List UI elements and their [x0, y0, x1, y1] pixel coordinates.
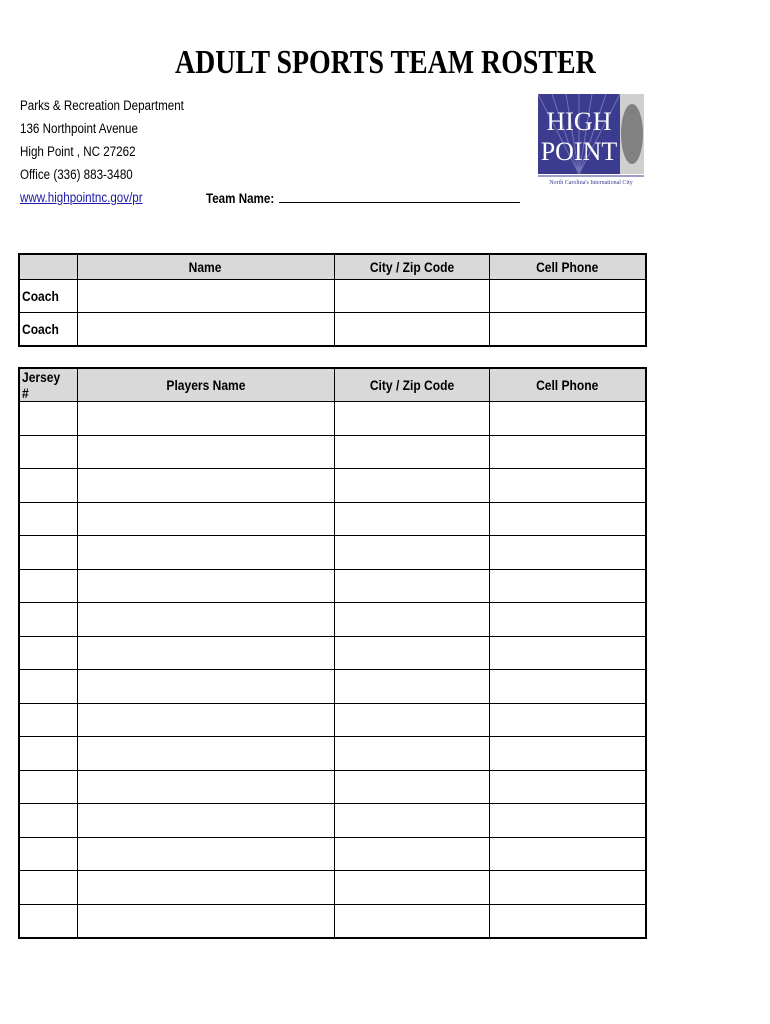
player-row	[19, 469, 646, 503]
player-header-jersey: Jersey #	[19, 368, 77, 402]
player-name-cell[interactable]	[77, 703, 334, 737]
coach-label: Coach	[19, 313, 77, 347]
player-row	[19, 904, 646, 938]
jersey-number-cell[interactable]	[19, 904, 77, 938]
website-link[interactable]: www.highpointnc.gov/pr	[20, 190, 143, 205]
player-cell-phone-cell[interactable]	[489, 871, 646, 905]
player-row	[19, 837, 646, 871]
coach-name-cell[interactable]	[77, 280, 334, 313]
player-name-cell[interactable]	[77, 904, 334, 938]
player-row	[19, 435, 646, 469]
player-row	[19, 703, 646, 737]
player-row	[19, 670, 646, 704]
player-city-zip-cell[interactable]	[334, 569, 489, 603]
jersey-number-cell[interactable]	[19, 670, 77, 704]
coach-table-header	[19, 254, 646, 280]
player-cell-phone-cell[interactable]	[489, 402, 646, 436]
player-city-zip-cell[interactable]	[334, 904, 489, 938]
player-city-zip-cell[interactable]	[334, 402, 489, 436]
jersey-number-cell[interactable]	[19, 435, 77, 469]
logo-word-2: POINT	[540, 137, 618, 166]
jersey-number-cell[interactable]	[19, 837, 77, 871]
jersey-number-cell[interactable]	[19, 770, 77, 804]
player-header-cell-phone: Cell Phone	[489, 368, 646, 402]
player-city-zip-cell[interactable]	[334, 770, 489, 804]
player-table	[18, 367, 647, 939]
jersey-number-cell[interactable]	[19, 402, 77, 436]
player-table-header	[19, 368, 646, 402]
player-cell-phone-cell[interactable]	[489, 469, 646, 503]
player-cell-phone-cell[interactable]	[489, 536, 646, 570]
player-city-zip-cell[interactable]	[334, 603, 489, 637]
coach-city-zip-cell[interactable]	[334, 313, 489, 347]
player-name-cell[interactable]	[77, 636, 334, 670]
player-name-cell[interactable]	[77, 871, 334, 905]
jersey-number-cell[interactable]	[19, 871, 77, 905]
player-name-cell[interactable]	[77, 603, 334, 637]
jersey-number-cell[interactable]	[19, 469, 77, 503]
player-name-cell[interactable]	[77, 435, 334, 469]
player-cell-phone-cell[interactable]	[489, 904, 646, 938]
player-cell-phone-cell[interactable]	[489, 703, 646, 737]
logo-tagline: North Carolina's International City	[549, 180, 633, 186]
player-name-cell[interactable]	[77, 469, 334, 503]
player-name-cell[interactable]	[77, 804, 334, 838]
coach-row	[19, 313, 646, 347]
address-line-department: Parks & Recreation Department	[20, 98, 184, 113]
address-line-street: 136 Northpoint Avenue	[20, 121, 138, 136]
coach-header-city-zip: City / Zip Code	[334, 254, 489, 280]
jersey-number-cell[interactable]	[19, 804, 77, 838]
player-city-zip-cell[interactable]	[334, 804, 489, 838]
department-address	[20, 94, 184, 209]
player-cell-phone-cell[interactable]	[489, 804, 646, 838]
player-city-zip-cell[interactable]	[334, 435, 489, 469]
player-row	[19, 603, 646, 637]
player-header-city-zip: City / Zip Code	[334, 368, 489, 402]
player-row	[19, 804, 646, 838]
player-city-zip-cell[interactable]	[334, 670, 489, 704]
player-row	[19, 871, 646, 905]
player-cell-phone-cell[interactable]	[489, 603, 646, 637]
player-city-zip-cell[interactable]	[334, 871, 489, 905]
player-cell-phone-cell[interactable]	[489, 770, 646, 804]
high-point-logo	[538, 94, 644, 186]
player-header-name: Players Name	[77, 368, 334, 402]
player-cell-phone-cell[interactable]	[489, 569, 646, 603]
jersey-number-cell[interactable]	[19, 703, 77, 737]
address-line-city: High Point , NC 27262	[20, 144, 136, 159]
team-name-line[interactable]	[279, 189, 520, 203]
logo-word-1: HIGH	[546, 107, 612, 136]
player-row	[19, 770, 646, 804]
player-cell-phone-cell[interactable]	[489, 435, 646, 469]
high-point-logo-icon	[538, 94, 644, 186]
coach-name-cell[interactable]	[77, 313, 334, 347]
player-city-zip-cell[interactable]	[334, 636, 489, 670]
player-name-cell[interactable]	[77, 502, 334, 536]
coach-header-blank	[19, 254, 77, 280]
player-city-zip-cell[interactable]	[334, 837, 489, 871]
player-name-cell[interactable]	[77, 536, 334, 570]
globe-icon	[621, 104, 643, 164]
jersey-number-cell[interactable]	[19, 569, 77, 603]
coach-header-name: Name	[77, 254, 334, 280]
player-name-cell[interactable]	[77, 837, 334, 871]
player-cell-phone-cell[interactable]	[489, 837, 646, 871]
coach-city-zip-cell[interactable]	[334, 280, 489, 313]
coach-label: Coach	[19, 280, 77, 313]
jersey-number-cell[interactable]	[19, 636, 77, 670]
player-name-cell[interactable]	[77, 670, 334, 704]
coach-row	[19, 280, 646, 313]
team-name-field[interactable]	[206, 189, 520, 206]
jersey-number-cell[interactable]	[19, 603, 77, 637]
player-row	[19, 737, 646, 771]
team-name-label: Team Name:	[206, 191, 275, 206]
player-name-cell[interactable]	[77, 402, 334, 436]
coach-cell-phone-cell[interactable]	[489, 313, 646, 347]
coach-cell-phone-cell[interactable]	[489, 280, 646, 313]
player-name-cell[interactable]	[77, 569, 334, 603]
player-city-zip-cell[interactable]	[334, 502, 489, 536]
player-table-body	[19, 402, 646, 939]
jersey-number-cell[interactable]	[19, 502, 77, 536]
player-city-zip-cell[interactable]	[334, 469, 489, 503]
player-name-cell[interactable]	[77, 770, 334, 804]
player-cell-phone-cell[interactable]	[489, 502, 646, 536]
player-name-cell[interactable]	[77, 737, 334, 771]
player-city-zip-cell[interactable]	[334, 737, 489, 771]
player-row	[19, 502, 646, 536]
jersey-number-cell[interactable]	[19, 536, 77, 570]
player-row	[19, 536, 646, 570]
player-row	[19, 402, 646, 436]
jersey-number-cell[interactable]	[19, 737, 77, 771]
player-row	[19, 569, 646, 603]
player-row	[19, 636, 646, 670]
page-title: ADULT SPORTS TEAM ROSTER	[175, 44, 596, 81]
coach-table	[18, 253, 647, 347]
coach-header-cell-phone: Cell Phone	[489, 254, 646, 280]
player-cell-phone-cell[interactable]	[489, 737, 646, 771]
player-cell-phone-cell[interactable]	[489, 670, 646, 704]
player-city-zip-cell[interactable]	[334, 703, 489, 737]
address-line-phone: Office (336) 883-3480	[20, 167, 133, 182]
player-cell-phone-cell[interactable]	[489, 636, 646, 670]
player-city-zip-cell[interactable]	[334, 536, 489, 570]
